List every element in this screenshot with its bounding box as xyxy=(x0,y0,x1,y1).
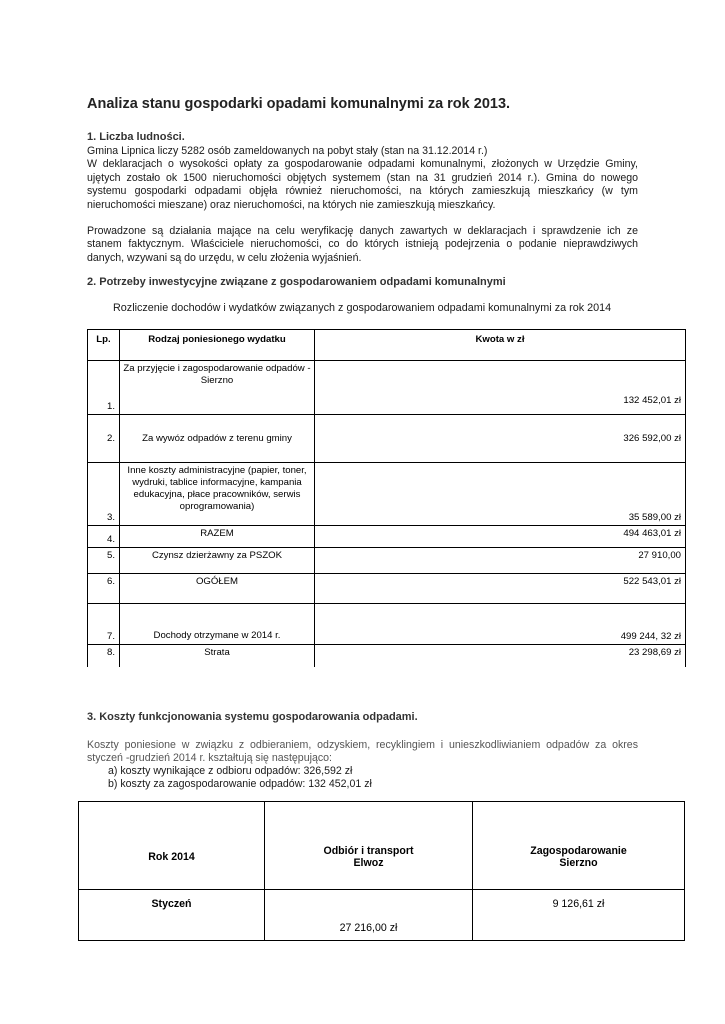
table-row xyxy=(88,645,686,667)
section3-paragraph xyxy=(87,739,638,766)
text-line: W deklaracjach o wysokości opłaty za gospodarowanie odpadami komunalnymi, złożonych w Urzędzie Gminy, xyxy=(87,158,638,171)
row-lp: 4. xyxy=(88,526,120,548)
row-amount: 522 543,01 zł xyxy=(315,574,686,604)
text-line: danych, wzywani są do urzędu, w celu złożenia wyjaśnień. xyxy=(87,251,362,264)
row-transport: 27 216,00 zł xyxy=(265,890,473,941)
row-lp: 6. xyxy=(88,574,120,604)
table-row xyxy=(88,463,686,526)
column-header-lp: Lp. xyxy=(88,330,120,361)
table-row xyxy=(88,526,686,548)
row-expense: Dochody otrzymane w 2014 r. xyxy=(120,604,315,645)
row-expense: Za wywóz odpadów z terenu gminy xyxy=(120,415,315,463)
section1-paragraph2 xyxy=(87,225,638,265)
text-line: ujętych zostało ok 1500 nieruchomości objętych systemem (stan na 31 grudzień 2014 r.). Gmina do nowego xyxy=(87,171,638,184)
header-line: Sierzno xyxy=(559,857,598,869)
text-line: stanem faktycznym. Właściciele nieruchomości, co do których istnieją podejrzenia o podanie nieprawdziwych xyxy=(87,238,638,251)
table1-caption: Rozliczenie dochodów i wydatków związanych z gospodarowaniem odpadami komunalnymi za rok 2014 xyxy=(113,302,612,314)
column-header-disposal xyxy=(473,802,685,890)
table-row xyxy=(88,604,686,645)
monthly-costs-table xyxy=(78,801,685,941)
row-amount: 494 463,01 zł xyxy=(315,526,686,548)
row-expense: RAZEM xyxy=(120,526,315,548)
table-row xyxy=(88,548,686,574)
text-line: Gmina Lipnica liczy 5282 osób zameldowanych na pobyt stały (stan na 31.12.2014 r.) xyxy=(87,145,488,157)
table-row xyxy=(88,415,686,463)
row-lp: 1. xyxy=(88,361,120,415)
column-header-transport xyxy=(265,802,473,890)
table-row xyxy=(88,361,686,415)
text-line: Prowadzone są działania mające na celu weryfikację danych zawartych w deklaracjach i sprawdzenie ich ze xyxy=(87,225,638,237)
row-expense: Za przyjęcie i zagospodarowanie odpadów - Sierzno xyxy=(120,361,315,415)
row-amount: 27 910,00 xyxy=(315,548,686,574)
row-month: Styczeń xyxy=(79,890,265,941)
row-lp: 7. xyxy=(88,604,120,645)
table-row xyxy=(79,890,685,941)
document-title: Analiza stanu gospodarki opadami komunalnymi za rok 2013. xyxy=(87,96,511,112)
text-line: styczeń -grudzień 2014 r. kształtują się następująco: xyxy=(87,752,332,765)
row-amount: 132 452,01 zł xyxy=(315,361,686,415)
row-lp: 3. xyxy=(88,463,120,526)
row-amount: 499 244, 32 zł xyxy=(315,604,686,645)
row-amount: 35 589,00 zł xyxy=(315,463,686,526)
row-amount: 326 592,00 zł xyxy=(315,415,686,463)
column-header-amount: Kwota w zł xyxy=(315,330,686,361)
section3-heading: 3. Koszty funkcjonowania systemu gospodarowania odpadami. xyxy=(87,711,418,723)
row-amount: 23 298,69 zł xyxy=(315,645,686,667)
section1-heading: 1. Liczba ludności. xyxy=(87,131,185,143)
row-expense: Strata xyxy=(120,645,315,667)
cost-list xyxy=(108,765,628,792)
text-line: systemu gospodarki odpadami objęła również nieruchomości, na których zamieszkują mieszkańcy (w tym xyxy=(87,185,638,198)
table-header-row xyxy=(79,802,685,890)
column-header-year xyxy=(79,802,265,890)
row-lp: 8. xyxy=(88,645,120,667)
section2-heading: 2. Potrzeby inwestycyjne związane z gospodarowaniem odpadami komunalnymi xyxy=(87,276,506,288)
header-line: Odbiór i transport xyxy=(323,845,414,857)
row-lp: 5. xyxy=(88,548,120,574)
row-expense: OGÓŁEM xyxy=(120,574,315,604)
section1-paragraph1 xyxy=(87,145,638,212)
table-row xyxy=(88,574,686,604)
cost-item-a: a) koszty wynikające z odbioru odpadów: 326,592 zł xyxy=(108,765,353,777)
row-disposal: 9 126,61 zł xyxy=(473,890,685,941)
column-header-expense: Rodzaj poniesionego wydatku xyxy=(120,330,315,361)
expenses-table xyxy=(87,329,686,667)
text-line: Koszty poniesione w związku z odbieraniem, odzyskiem, recyklingiem i unieszkodliwianiem odpadów za okres xyxy=(87,739,638,751)
cost-item-b: b) koszty za zagospodarowanie odpadów: 132 452,01 zł xyxy=(108,778,372,791)
header-line: Elwoz xyxy=(353,857,384,869)
table-header-row xyxy=(88,330,686,361)
row-expense: Inne koszty administracyjne (papier, toner, wydruki, tablice informacyjne, kampania edukacyjna, płace pracowników, serwis oprogramowania) xyxy=(120,463,315,526)
header-line: Rok 2014 xyxy=(148,851,195,863)
text-line: nieruchomości mieszane) oraz nieruchomości, na których nie zamieszkują mieszkańcy. xyxy=(87,198,496,211)
header-line: Zagospodarowanie xyxy=(530,845,627,857)
row-lp: 2. xyxy=(88,415,120,463)
row-expense: Czynsz dzierżawny za PSZOK xyxy=(120,548,315,574)
